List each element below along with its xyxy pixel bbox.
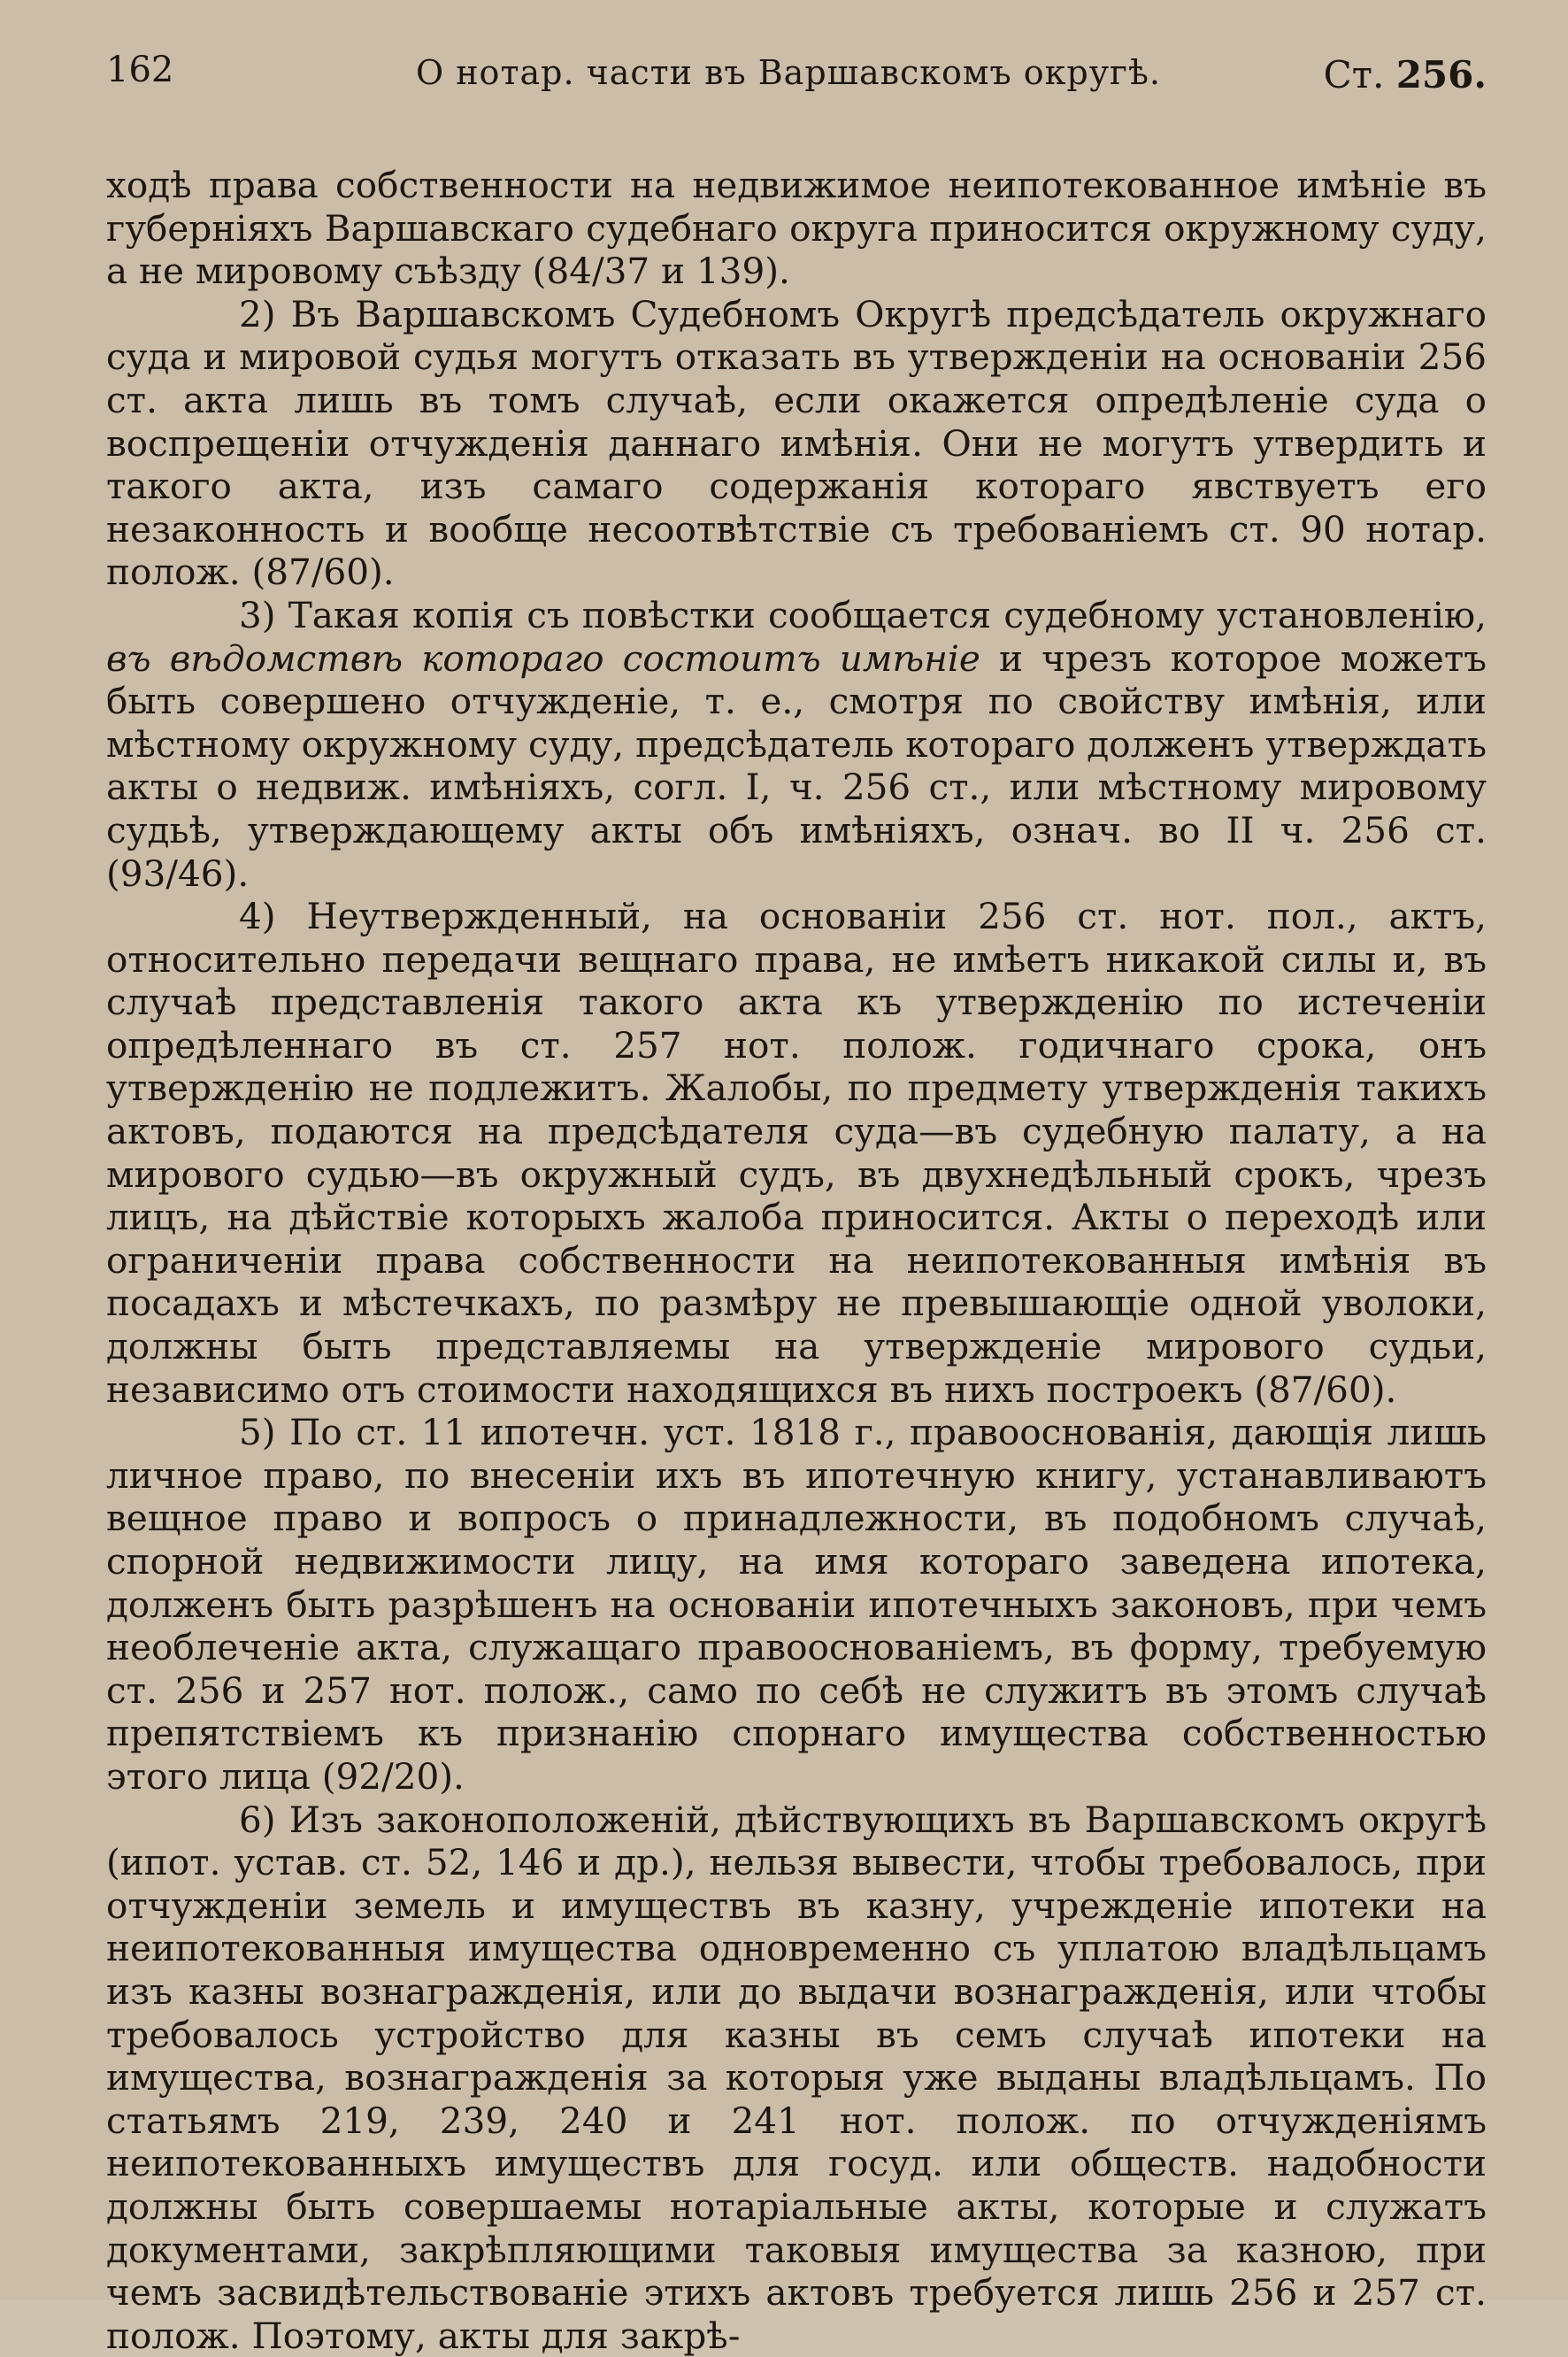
article-prefix: Ст. [1323,53,1385,96]
article-number: 256. [1395,53,1487,96]
page-body [106,164,1487,2357]
running-title: О нотар. части въ Варшавскомъ округѣ. [416,53,1161,92]
paragraph-5: 5) По ст. 11 ипотечн. уст. 1818 г., правооснованія, дающія лишь личное право, по внесеніи ихъ въ ипотечную книгу, устанавливаютъ вещное право и вопросъ о принадлежности, въ подобномъ случаѣ, спорной недвижимости лицу, на имя котораго заведена ипотека, долженъ быть разрѣшенъ на основаніи ипотечныхъ законовъ, при чемъ необлеченіе акта, служащаго правооснованіемъ, въ форму, требуемую ст. 256 и 257 нот. полож., само по себѣ не служитъ въ этомъ случаѣ препятствіемъ къ признанію спорнаго имущества собственностью этого лица (92/20). [106,1411,1487,1798]
paragraph-3-italic: въ вѣдомствѣ котораго состоитъ имѣніе [106,636,980,680]
paragraph-4: 4) Неутвержденный, на основаніи 256 ст. нот. пол., актъ, относительно передачи вещнаго права, не имѣетъ никакой силы и, въ случаѣ представленія такого акта къ утвержденію по истеченіи опредѣленнаго въ ст. 257 нот. полож. годичнаго срока, онъ утвержденію не подлежитъ. Жалобы, по предмету утвержденія такихъ актовъ, подаются на предсѣдателя суда—въ судебную палату, а на мирового судью—въ окружный судъ, въ двухнедѣльный срокъ, чрезъ лицъ, на дѣйствіе которыхъ жалоба приносится. Акты о переходѣ или ограниченіи права собственности на неипотекованныя имѣнія въ посадахъ и мѣстечкахъ, по размѣру не превышающіе одной уволоки, должны быть представляемы на утвержденіе мирового судьи, независимо отъ стоимости находящихся въ нихъ построекъ (87/60). [106,895,1487,1411]
article-reference [1324,53,1487,96]
paragraph-3-end: и чрезъ которое можетъ быть совершено отчужденіе, т. е., смотря по свойству имѣнія, или мѣстному окружному суду, предсѣдатель котораго долженъ утверждать акты о недвиж. имѣніяхъ, согл. I, ч. 256 ст., или мѣстному мировому судьѣ, утверждающему акты объ имѣніяхъ, означ. во II ч. 256 ст. (93/46). [106,636,1487,895]
page-number: 162 [106,50,174,90]
paragraph-2: 2) Въ Варшавскомъ Судебномъ Округѣ предсѣдатель окружнаго суда и мировой судья могутъ отказать въ утвержденіи на основаніи 256 ст. акта лишь въ томъ случаѣ, если окажется опредѣленіе суда о воспрещеніи отчужденія даннаго имѣнія. Они не могутъ утвердить и такого акта, изъ самаго содержанія котораго явствуетъ его незаконность и вообще несоотвѣтствіе съ требованіемъ ст. 90 нотар. полож. (87/60). [106,292,1487,594]
paragraph-6: 6) Изъ законоположеній, дѣйствующихъ въ Варшавскомъ округѣ (ипот. устав. ст. 52, 146 и др.), нельзя вывести, чтобы требовалось, при отчужденіи земель и имуществъ въ казну, учрежденіе ипотеки на неипотекованныя имущества одновременно съ уплатою владѣльцамъ изъ казны вознагражденія, или до выдачи вознагражденія, или чтобы требовалось устройство для казны въ семъ случаѣ ипотеки на имущества, вознагражденія за которыя уже выданы владѣльцамъ. По статьямъ 219, 239, 240 и 241 нот. полож. по отчужденіямъ неипотекованныхъ имуществъ для госуд. или обществ. надобности должны быть совершаемы нотаріальные акты, которые и служатъ документами, закрѣпляющими таковыя имущества за казною, при чемъ засвидѣтельствованіе этихъ актовъ требуется лишь 256 и 257 ст. полож. Поэтому, акты для закрѣ- [106,1798,1487,2357]
page-header [106,44,1487,115]
paragraph-3-start: 3) Такая копія съ повѣстки сообщается судебному установленію, [239,593,1487,636]
paragraph-continuation: ходѣ права собственности на недвижимое неипотекованное имѣніе въ губерніяхъ Варшавскаго судебнаго округа приносится окружному суду, а не мировому съѣзду (84/37 и 139). [106,164,1487,293]
paragraph-3 [106,594,1487,895]
